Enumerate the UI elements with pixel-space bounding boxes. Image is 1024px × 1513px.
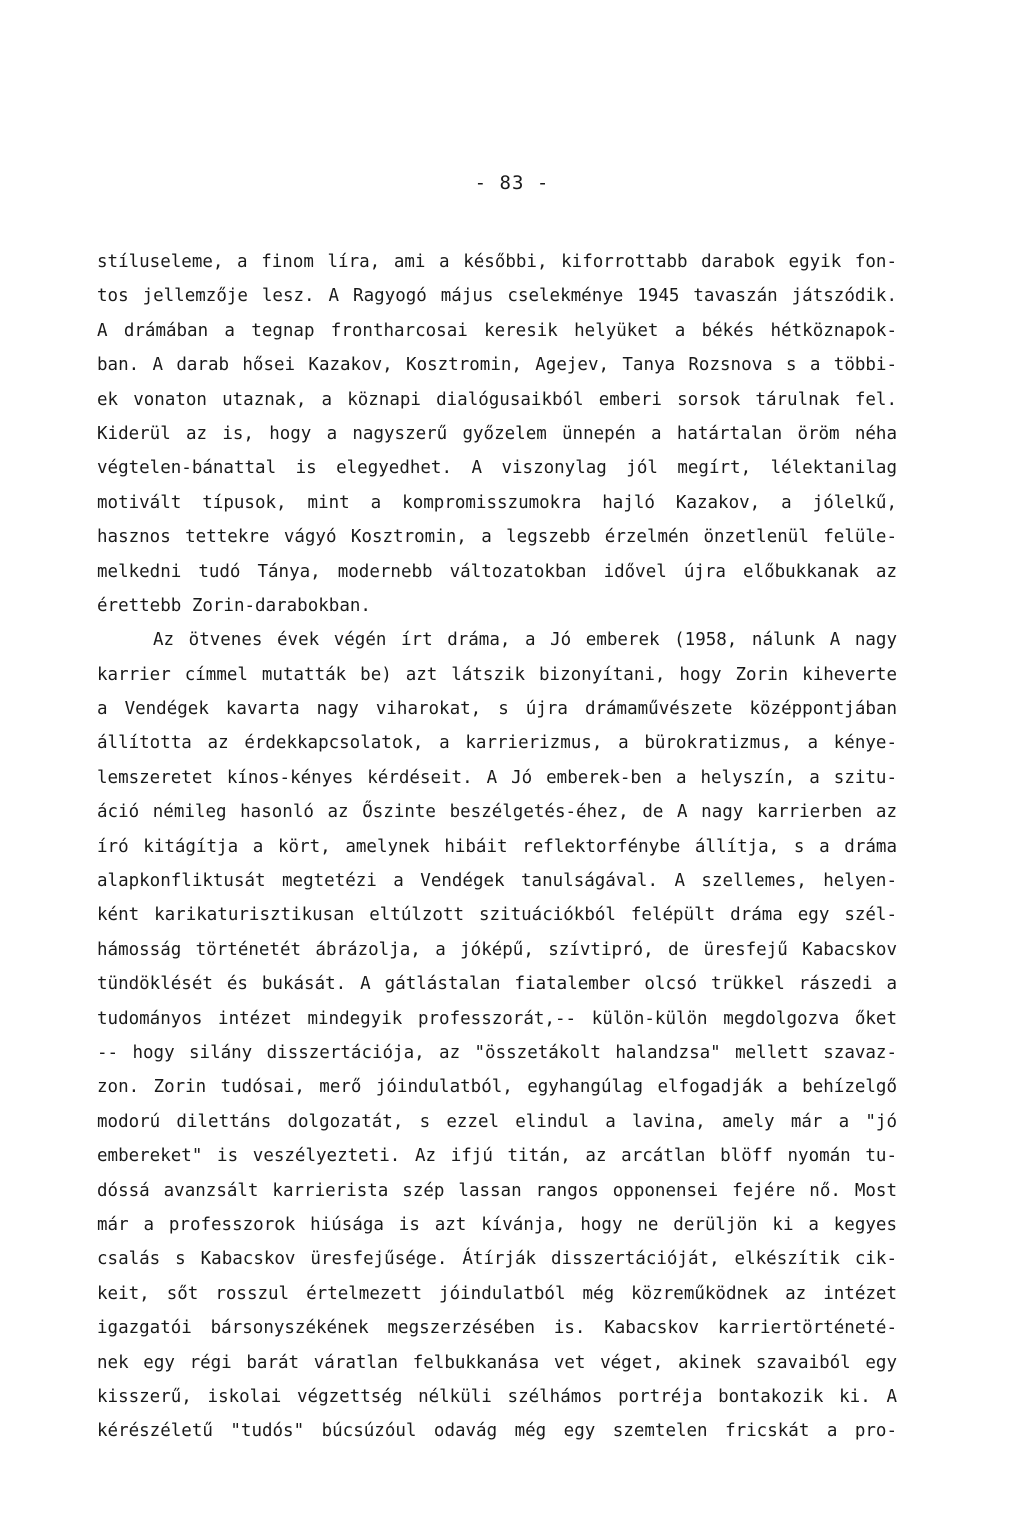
text-line: csalás s Kabacskov üresfejűsége. Átírják disszertációját, elkészítik cik- <box>97 1249 897 1270</box>
text-line: kisszerű, iskolai végzettség nélküli szélhámos portréja bontakozik ki. A <box>97 1386 897 1407</box>
text-line: -- hogy silány disszertációja, az "összetákolt halandzsa" mellett szavaz- <box>97 1042 897 1063</box>
text-line: stíluseleme, a finom líra, ami a későbbi, kiforrottabb darabok egyik fon- <box>97 252 897 272</box>
text-line: író kitágítja a kört, amelynek hibáit reflektorfénybe állítja, s a dráma <box>97 836 897 857</box>
text-line: nek egy régi barát váratlan felbukkanása vet véget, akinek szavaiból egy <box>97 1352 897 1373</box>
text-line: motivált típusok, mint a kompromisszumokra hajló Kazakov, a jólelkű, <box>97 492 897 513</box>
paragraph <box>97 245 897 623</box>
text-line: A drámában a tegnap frontharcosai keresik helyüket a békés hétköznapok- <box>97 320 897 341</box>
text-line: igazgatói bársonyszékének megszerzésében is. Kabacskov karriertörténeté- <box>97 1318 897 1339</box>
body-text <box>97 245 897 1449</box>
text-line: ek vonaton utaznak, a köznapi dialógusaikból emberi sorsok tárulnak fel. <box>97 389 897 410</box>
text-line: már a professzorok hiúsága is azt kívánja, hogy ne derüljön ki a kegyes <box>97 1214 897 1235</box>
text-line: végtelen-bánattal is elegyedhet. A viszonylag jól megírt, lélektanilag <box>97 458 897 479</box>
text-line: érettebb Zorin-darabokban. <box>97 595 371 616</box>
text-line: állította az érdekkapcsolatok, a karrierizmus, a bürokratizmus, a kénye- <box>97 733 897 754</box>
text-line: hasznos tettekre vágyó Kosztromin, a legszebb érzelmén önzetlenül felüle- <box>97 527 897 548</box>
text-line: lemszeretet kínos-kényes kérdéseit. A Jó emberek-ben a helyszín, a szitu- <box>97 767 897 788</box>
text-line: ban. A darab hősei Kazakov, Kosztromin, Agejev, Tanya Rozsnova s a többi- <box>97 355 897 376</box>
text-line: embereket" is veszélyezteti. Az ifjú titán, az arcátlan blöff nyomán tu- <box>97 1146 897 1167</box>
text-line: karrier címmel mutatták be) azt látszik bizonyítani, hogy Zorin kiheverte <box>97 664 897 685</box>
page-number: - 83 - <box>474 172 550 194</box>
text-line: áció némileg hasonló az Őszinte beszélgetés-éhez, de A nagy karrierben az <box>97 802 897 823</box>
text-line: ként karikaturisztikusan eltúlzott szituációkból felépült dráma egy szél- <box>97 905 897 926</box>
text-line: tündöklését és bukását. A gátlástalan fiatalember olcsó trükkel rászedi a <box>97 974 897 995</box>
text-line: tos jellemzője lesz. A Ragyogó május cselekménye 1945 tavaszán játszódik. <box>97 286 897 307</box>
text-line: Az ötvenes évek végén írt dráma, a Jó emberek (1958, nálunk A nagy <box>153 630 897 651</box>
text-line: tudományos intézet mindegyik professzorát,-- külön-külön megdolgozva őket <box>97 1008 897 1029</box>
text-line: Kiderül az is, hogy a nagyszerű győzelem ünnepén a határtalan öröm néha <box>97 423 897 444</box>
text-line: dóssá avanzsált karrierista szép lassan rangos opponensei fejére nő. Most <box>97 1180 897 1201</box>
text-line: alapkonfliktusát megtetézi a Vendégek tanulságával. A szellemes, helyen- <box>97 871 897 892</box>
paragraph <box>97 623 897 1448</box>
text-line: kérészéletű "tudós" búcsúzóul odavág még egy szemtelen fricskát a pro- <box>97 1421 897 1442</box>
text-line: hámosság történetét ábrázolja, a jóképű, szívtipró, de üresfejű Kabacskov <box>97 939 897 960</box>
text-line: keit, sőt rosszul értelmezett jóindulatból még közreműködnek az intézet <box>97 1283 897 1304</box>
text-line: modorú dilettáns dolgozatát, s ezzel elindul a lavina, amely már a "jó <box>97 1111 897 1132</box>
text-line: a Vendégek kavarta nagy viharokat, s újra drámaművészete középpontjában <box>97 699 897 720</box>
text-line: melkedni tudó Tánya, modernebb változatokban idővel újra előbukkanak az <box>97 561 897 582</box>
text-line: zon. Zorin tudósai, merő jóindulatból, egyhangúlag elfogadják a behízelgő <box>97 1077 897 1098</box>
